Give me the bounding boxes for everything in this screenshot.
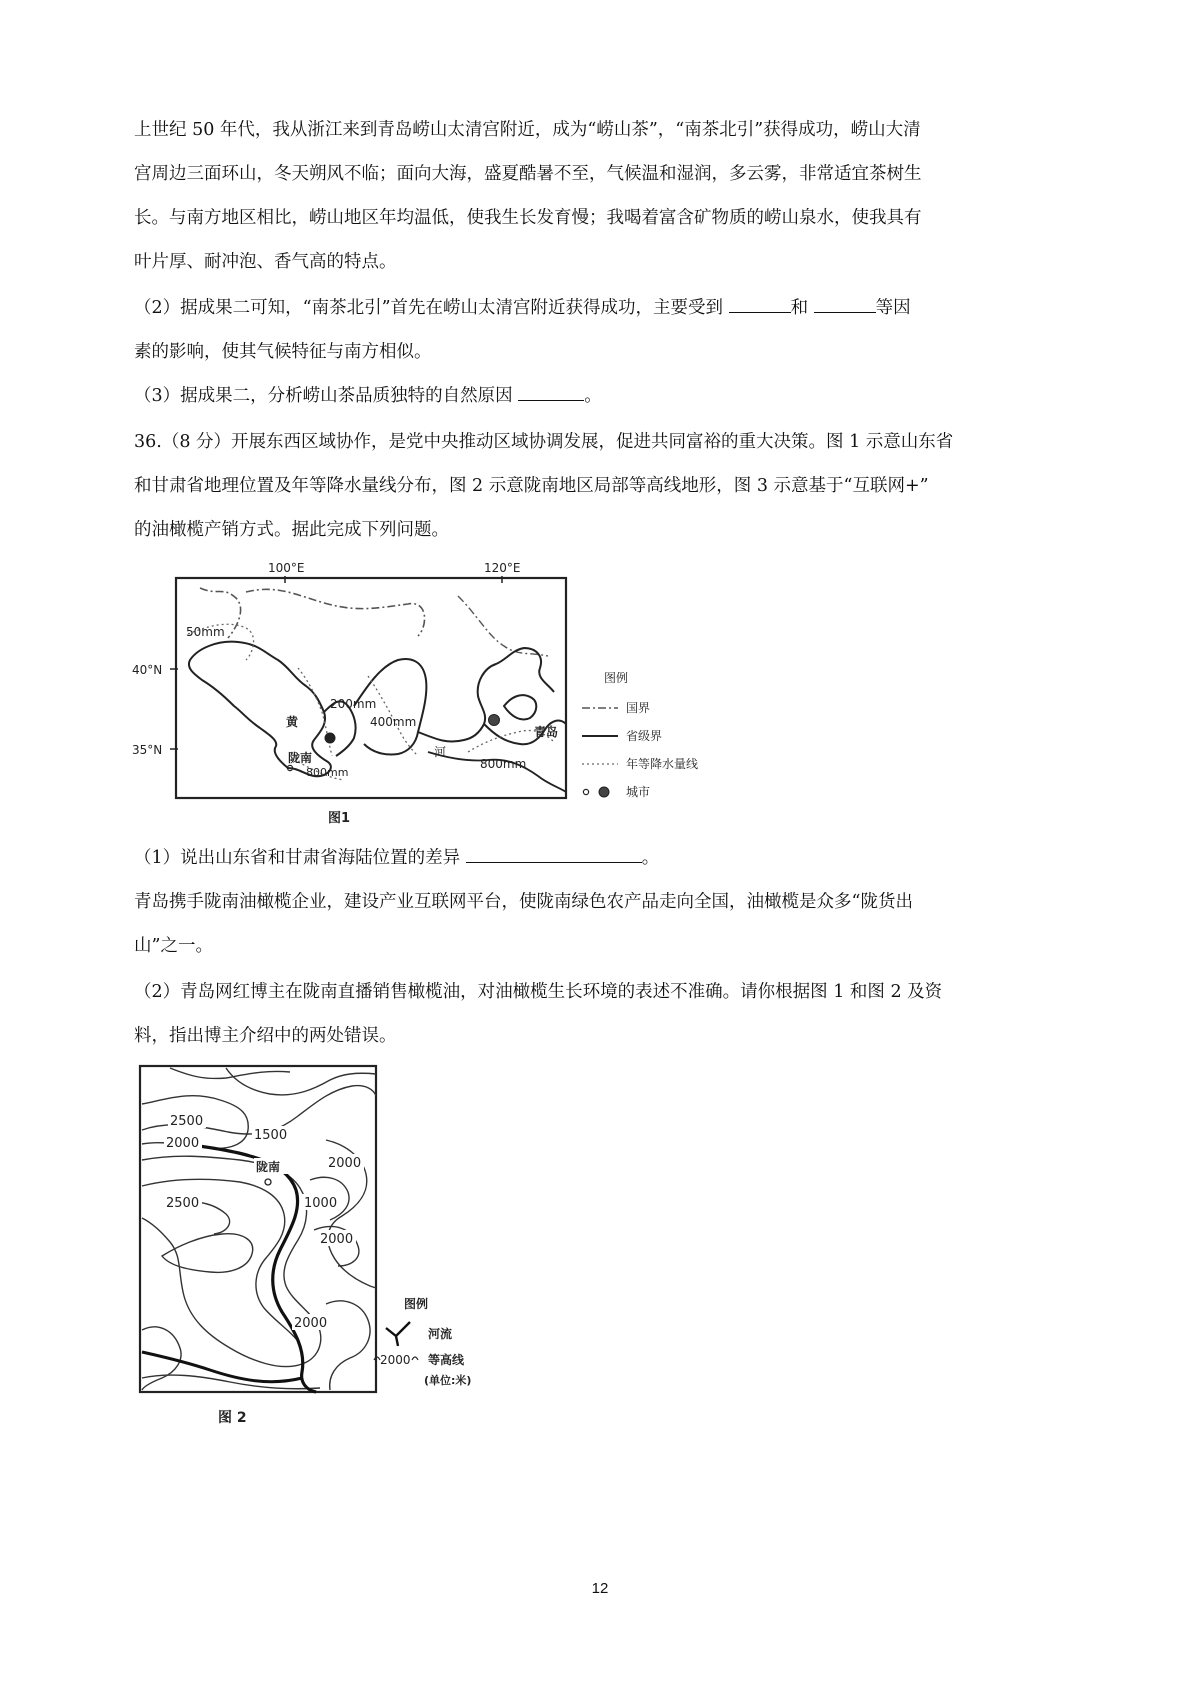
legend-contour-sample: 2000 xyxy=(380,1353,411,1367)
sub-question-1-text: （1）说出山东省和甘肃省海陆位置的差异 xyxy=(134,848,466,868)
contour-label-1500: 1500 xyxy=(254,1128,288,1143)
national-border xyxy=(200,588,425,638)
answer-blank-4[interactable] xyxy=(466,844,642,863)
contour-label-2500-north: 2500 xyxy=(170,1114,204,1129)
contour-label-2000-east: 2000 xyxy=(320,1232,354,1247)
isohyet-200mm xyxy=(298,668,332,756)
legend-contour-label: 等高线 xyxy=(428,1353,465,1367)
sub-question-2-line-2: 料，指出博主介绍中的两处错误。 xyxy=(134,1026,397,1046)
contour-label-1000: 1000 xyxy=(304,1196,338,1211)
question-3-text: （3）据成果二，分析崂山茶品质独特的自然原因 xyxy=(134,386,519,406)
figure-1-caption: 图1 xyxy=(328,811,351,826)
isohyet-label-800mm-east: 800mm xyxy=(480,757,527,771)
legend-river-label: 河流 xyxy=(428,1327,453,1341)
city-marker-longnan-2 xyxy=(265,1179,271,1185)
question-2-text-b: 和 xyxy=(790,298,814,318)
label-qingdao: 青岛 xyxy=(534,725,559,739)
answer-blank-2[interactable] xyxy=(814,294,876,313)
sub-question-1-end: 。 xyxy=(641,848,660,868)
page-number: 12 xyxy=(591,1580,609,1597)
contour-label-2000-north: 2000 xyxy=(166,1136,200,1151)
figure-2-legend-title: 图例 xyxy=(404,1297,429,1311)
isohyet-label-50mm: 50mm xyxy=(186,625,225,639)
lon-label-100e: 100°E xyxy=(268,561,305,575)
question-3 xyxy=(134,382,602,410)
question-2-text-c: 等因 xyxy=(875,298,911,318)
figure-2-caption: 图 2 xyxy=(218,1410,247,1426)
lat-label-40n: 40°N xyxy=(132,663,163,677)
passage-line-1: 上世纪 50 年代，我从浙江来到青岛崂山太清宫附近，成为“崂山茶”，“南茶北引”获得成功，崂山大清 xyxy=(134,120,921,140)
answer-blank-1[interactable] xyxy=(729,294,791,313)
answer-blank-3[interactable] xyxy=(518,382,584,401)
question-2-line-2: 素的影响，使其气候特征与南方相似。 xyxy=(134,342,432,362)
question-2-line-1 xyxy=(134,294,911,322)
question-36-line-2: 和甘肃省地理位置及年等降水量线分布，图 2 示意陇南地区局部等高线地形，图 3 示意基于“互联网+” xyxy=(134,476,929,496)
question-2-text-a: （2）据成果二可知，“南茶北引”首先在崂山太清宫附近获得成功，主要受到 xyxy=(134,298,729,318)
figure-1-map xyxy=(128,556,699,834)
label-he: 河 xyxy=(434,745,447,759)
paragraph-line-2: 山”之一。 xyxy=(134,936,213,956)
legend-isohyet: 年等降水量线 xyxy=(626,757,699,771)
sub-question-2-line-1: （2）青岛网红博主在陇南直播销售橄榄油，对油橄榄生长环境的表述不准确。请你根据图 1 和图 2 及资 xyxy=(134,982,943,1002)
contour-label-2000-northeast: 2000 xyxy=(328,1156,362,1171)
question-3-end: 。 xyxy=(584,386,602,406)
label-longnan: 陇南 xyxy=(288,751,313,765)
question-36-line-1: 36.（8 分）开展东西区域协作，是党中央推动区域协调发展，促进共同富裕的重大决策。图 1 示意山东省 xyxy=(134,432,954,452)
city-marker-lanzhou xyxy=(325,733,336,744)
passage-line-4: 叶片厚、耐冲泡、香气高的特点。 xyxy=(134,252,397,272)
legend-city: 城市 xyxy=(626,785,651,799)
passage-line-3: 长。与南方地区相比，崂山地区年均温低，使我生长发育慢；我喝着富含矿物质的崂山泉水，使我具有 xyxy=(134,208,922,228)
legend-unit: (单位:米) xyxy=(424,1374,472,1387)
isohyet-label-200mm: 200mm xyxy=(330,697,377,711)
legend-provincial-border: 省级界 xyxy=(626,729,663,743)
lat-label-35n: 35°N xyxy=(132,743,163,757)
city-marker-jinan xyxy=(489,715,500,726)
label-huang: 黄 xyxy=(286,715,299,729)
sub-question-1 xyxy=(134,844,659,872)
contour-label-2000-south: 2000 xyxy=(294,1316,328,1331)
isohyet-label-400mm: 400mm xyxy=(370,715,417,729)
legend-river-symbol xyxy=(386,1322,410,1346)
lon-label-120e: 120°E xyxy=(484,561,521,575)
contour-label-2500-west: 2500 xyxy=(166,1196,200,1211)
question-36-line-3: 的油橄榄产销方式。据此完成下列问题。 xyxy=(134,520,449,540)
passage-line-2: 宫周边三面环山，冬天朔风不临；面向大海，盛夏酷暑不至，气候温和湿润，多云雾，非常适宜茶树生 xyxy=(134,164,922,184)
city-label-longnan: 陇南 xyxy=(256,1160,281,1174)
figure-2-contour-map xyxy=(130,1060,520,1440)
legend-national-border: 国界 xyxy=(626,701,651,715)
river-tributary xyxy=(142,1352,302,1382)
isohyet-label-800mm-west: 800mm xyxy=(306,766,349,779)
figure-1-legend-title: 图例 xyxy=(604,671,629,685)
paragraph-line-1: 青岛携手陇南油橄榄企业，建设产业互联网平台，使陇南绿色农产品走向全国，油橄榄是众多“陇货出 xyxy=(134,892,913,912)
